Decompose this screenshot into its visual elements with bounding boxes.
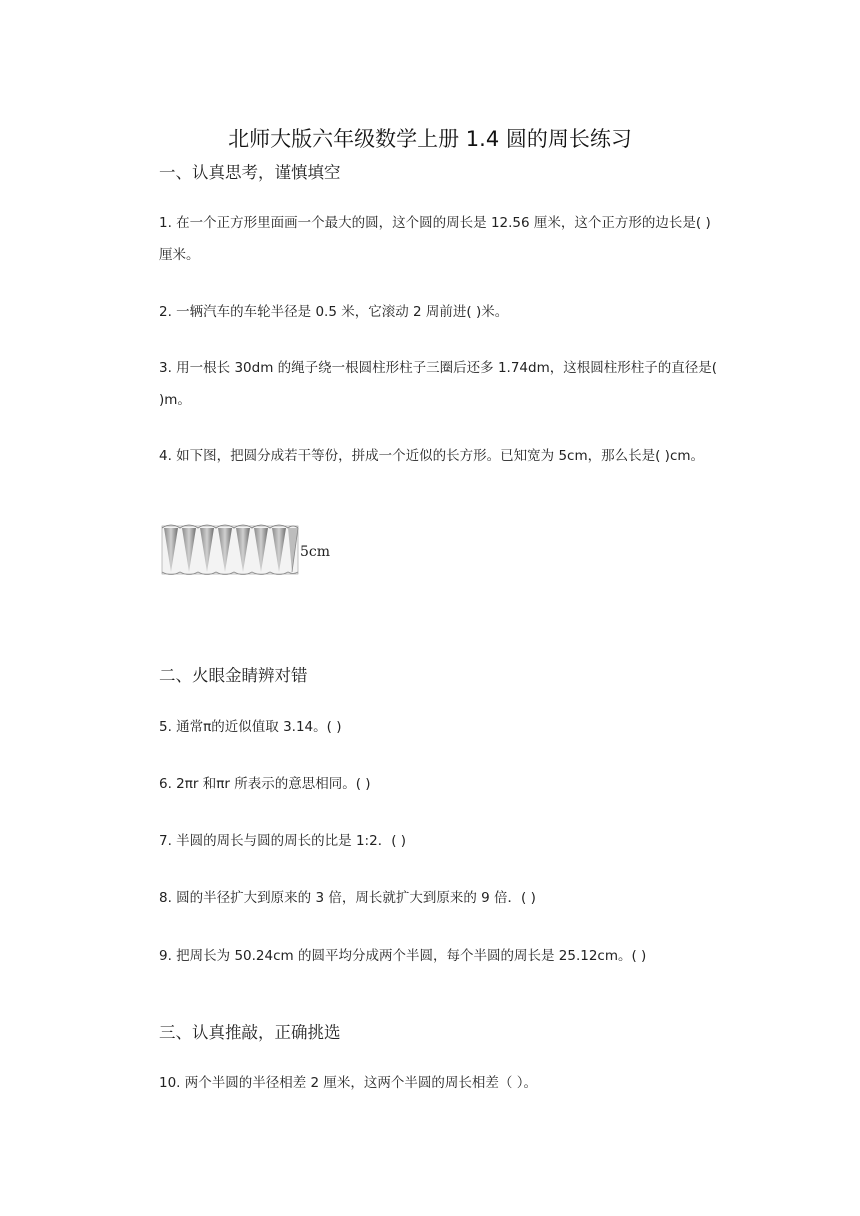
question-2: 2. 一辆汽车的车轮半径是 0.5 米，它滚动 2 周前进( )米。 xyxy=(159,304,509,320)
question-9: 9. 把周长为 50.24cm 的圆平均分成两个半圆，每个半圆的周长是 25.12cm。( ) xyxy=(159,948,647,964)
question-7: 7. 半圆的周长与圆的周长的比是 1:2．( ) xyxy=(159,833,407,849)
section-heading-multiple-choice: 三、认真推敲，正确挑选 xyxy=(159,1023,341,1042)
question-6: 6. 2πr 和πr 所表示的意思相同。( ) xyxy=(159,776,371,792)
question-8: 8. 圆的半径扩大到原来的 3 倍，周长就扩大到原来的 9 倍．( ) xyxy=(159,890,536,906)
question-3: 3. 用一根长 30dm 的绳子绕一根圆柱形柱子三圈后还多 1.74dm，这根圆柱形柱子的直径是( )m。 xyxy=(159,360,717,408)
width-label: 5cm xyxy=(300,544,331,560)
section-heading-true-false: 二、火眼金睛辨对错 xyxy=(159,666,308,685)
question-5: 5. 通常π的近似值取 3.14。( ) xyxy=(159,719,342,735)
section-heading-fill-in: 一、认真思考，谨慎填空 xyxy=(159,163,341,182)
question-10: 10. 两个半圆的半径相差 2 厘米，这两个半圆的周长相差（ ）。 xyxy=(159,1075,537,1091)
circle-rearranged-rectangle-figure xyxy=(160,520,340,580)
page-title: 北师大版六年级数学上册 1.4 圆的周长练习 xyxy=(228,127,632,151)
sectors-diagram xyxy=(160,520,340,580)
question-1: 1. 在一个正方形里面画一个最大的圆，这个圆的周长是 12.56 厘米，这个正方形的边长是( )厘米。 xyxy=(159,215,711,263)
question-4: 4. 如下图，把圆分成若干等份，拼成一个近似的长方形。已知宽为 5cm，那么长是( )cm。 xyxy=(159,448,705,464)
